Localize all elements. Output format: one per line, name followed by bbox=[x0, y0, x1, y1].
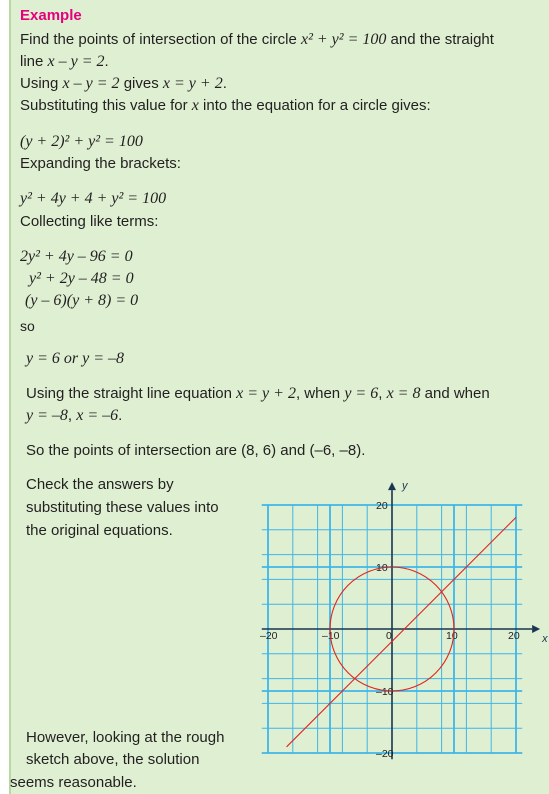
conclusion: So the points of intersection are (8, 6) and (–6, –8). bbox=[26, 442, 366, 459]
y-tick-label: 20 bbox=[376, 500, 388, 512]
x-tick-label: –10 bbox=[322, 630, 340, 642]
example-title: Example bbox=[20, 7, 82, 24]
y-tick-label: 10 bbox=[376, 562, 388, 574]
y-axis-arrow bbox=[388, 482, 396, 490]
intro-line-2: line x – y = 2. bbox=[20, 53, 109, 70]
check-line-2: substituting these values into bbox=[26, 499, 219, 516]
straight-line-curve bbox=[287, 517, 516, 746]
x-tick-label: –20 bbox=[260, 630, 278, 642]
check-line-1: Check the answers by bbox=[26, 476, 174, 493]
label-so: so bbox=[20, 318, 35, 334]
x-tick-label: 20 bbox=[508, 630, 520, 642]
label-expanding: Expanding the brackets: bbox=[20, 155, 181, 172]
equation-factored: (y – 6)(y + 8) = 0 bbox=[25, 292, 139, 309]
using-line-1: Using the straight line equation x = y + 2, when y = 6, x = 8 and when bbox=[26, 385, 490, 402]
x-tick-label: 10 bbox=[446, 630, 458, 642]
y-tick-label: –10 bbox=[376, 686, 394, 698]
y-tick-label: –20 bbox=[376, 748, 394, 760]
x-tick-label: 0 bbox=[386, 630, 392, 642]
line-equation: x – y = 2 bbox=[47, 53, 105, 70]
however-line-2: sketch above, the solution bbox=[26, 751, 200, 768]
intersection-sketch bbox=[255, 478, 548, 760]
using-line-2: y = –8, x = –6. bbox=[26, 407, 123, 424]
equation-solutions: y = 6 or y = –8 bbox=[26, 350, 125, 367]
check-line-3: the original equations. bbox=[26, 522, 173, 539]
equation-collected-2: y² + 2y – 48 = 0 bbox=[29, 270, 134, 287]
label-collecting: Collecting like terms: bbox=[20, 213, 159, 230]
step-using: Using x – y = 2 gives x = y + 2. bbox=[20, 75, 227, 92]
however-line-1: However, looking at the rough bbox=[26, 729, 225, 746]
y-axis-label: y bbox=[402, 480, 408, 493]
equation-collected-1: 2y² + 4y – 96 = 0 bbox=[20, 248, 133, 265]
x-axis-label: x bbox=[542, 633, 548, 645]
equation-expanded: y² + 4y + 4 + y² = 100 bbox=[20, 190, 167, 207]
x-axis-arrow bbox=[532, 625, 540, 633]
equation-substituted: (y + 2)² + y² = 100 bbox=[20, 133, 143, 150]
circle-equation: x² + y² = 100 bbox=[300, 31, 387, 48]
however-line-3: seems reasonable. bbox=[10, 774, 137, 791]
intro-line-1: Find the points of intersection of the circle x² + y² = 100 and the straight bbox=[20, 31, 494, 48]
step-substituting: Substituting this value for x into the equation for a circle gives: bbox=[20, 97, 431, 114]
